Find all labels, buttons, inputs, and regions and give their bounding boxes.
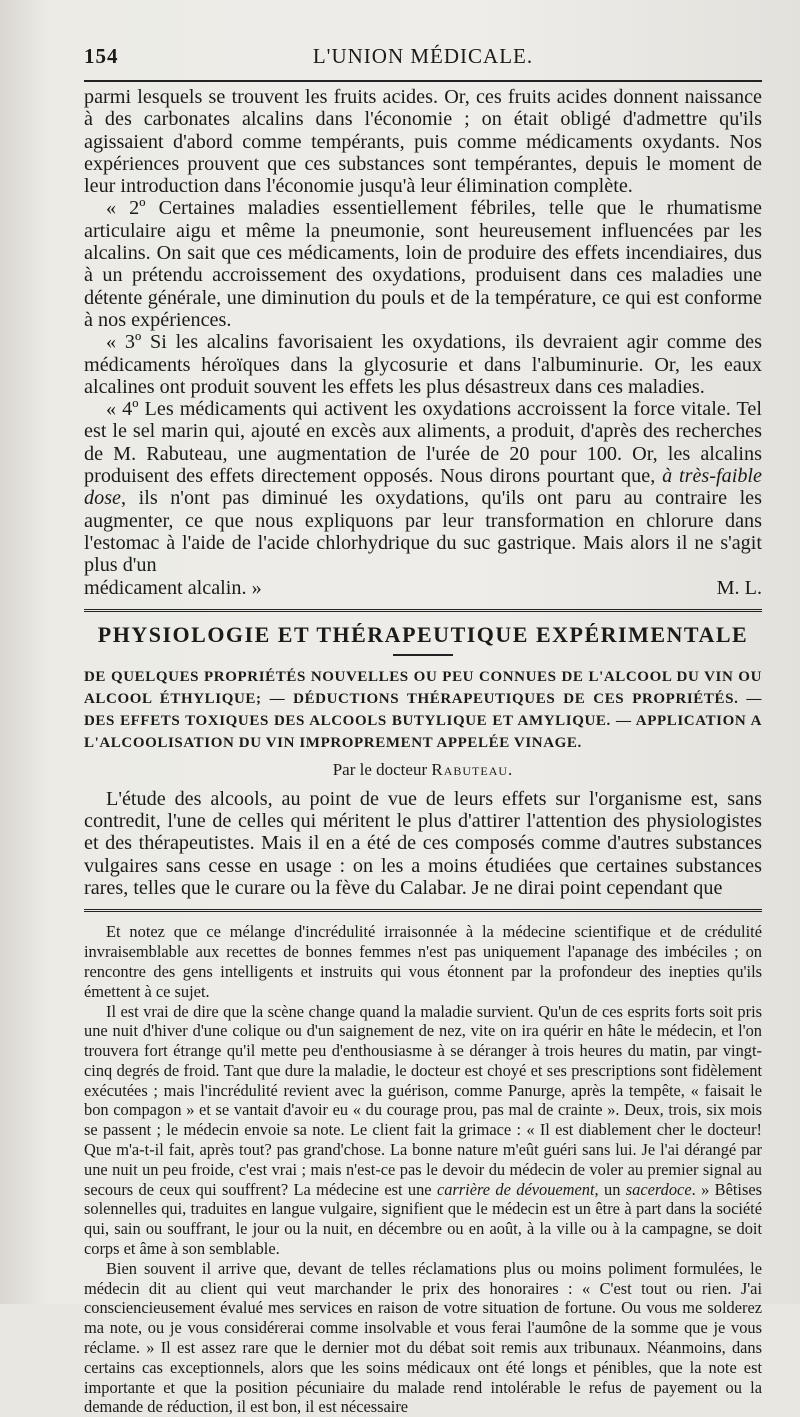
section-divider <box>84 609 762 612</box>
italic-text: à très-faible dose <box>84 465 762 510</box>
page-number: 154 <box>84 44 119 68</box>
text-run: Il est vrai de dire que la scène change quand la maladie survient. Qu'un de ces esprits forts soit pris une nuit d'hiver d'une colique ou d'un saignement de nez, vite on ira quérir en hâte le médecin, et l'on trouvera fort étrange qu'il mette peu d'enthousiasme à se déranger à trois heures du matin, par vingt-cinq degrés de froid. Tant que dure la maladie, le docteur est choyé et ses prescriptions sont fidèlement exécutées ; mais l'incrédulité revient avec la guérison, comme Panurge, après la tempête, « faisait le bon compagon » et se vantait d'avoir eu « du courage prou, pas mal de crainte ». Deux, trois, six mois se passent ; le médecin envoie sa note. Le client fait la grimace : « Il est diablement cher le docteur! Que m'a-t-il fait, après tout? pas grand'chose. La bonne nature m'eût guéri sans lui. Je l'ai dérangé par une nuit un peu froide, c'est vrai ; mais n'est-ce pas le devoir du médecin de voler au premier signal au secours de ceux qui souffrent? La médecine est une <box>84 1001 762 1199</box>
text-run: , un <box>594 1179 626 1199</box>
byline-prefix: Par le docteur <box>332 759 432 779</box>
top-article <box>84 86 762 599</box>
footnote-paragraph: Et notez que ce mélange d'incrédulité irraisonnée à la médecine scientifique et de crédulité invraisemblable aux recettes de bonnes femmes n'est pas uniquement l'apanage des imbéciles ; on rencontre des gens intelligents et instruits qui vous étonnent par la profondeur des inepties qu'ils émettent à ce sujet. <box>84 922 762 1001</box>
paragraph <box>84 398 762 576</box>
italic-text: sacerdoce <box>625 1179 692 1199</box>
paragraph: « 2º Certaines maladies essentiellement fébriles, telle que le rhumatisme articulaire aigu et même la pneumonie, sont heureusement influencées par les alcalins. On sait que ces médicaments, loin de produire des effets incendiaires, dus à un prétendu accroissement des oxydations, produisent dans ces maladies une détente générale, une diminution du pouls et de la température, ce qui est conforme à nos expériences. <box>84 197 762 331</box>
byline <box>84 760 762 780</box>
author-name: Rabuteau. <box>431 759 514 779</box>
signature: M. L. <box>716 576 762 599</box>
footnote <box>84 922 762 1417</box>
footnote-divider <box>84 909 762 912</box>
short-rule <box>393 654 453 656</box>
running-title: L'UNION MÉDICALE. <box>312 44 534 68</box>
footnote-paragraph <box>84 1002 762 1259</box>
text-run: , ils n'ont pas diminué les oxydations, qu'ils ont paru au contraire les augmenter, ce que nous expliquons par leur transformation en chlorure dans l'estomac à l'aide de l'acide chlorhydrique du suc gastrique. Mais alors il ne s'agit plus d'un <box>84 487 762 577</box>
footnote-paragraph: Bien souvent il arrive que, devant de telles réclamations plus ou moins poliment formulées, le médecin dit au client qui veut marchander le prix des honoraires : « C'est tout ou rien. J'ai consciencieusement évalué mes services en raison de votre situation de fortune. Ou vous me solderez ma note, ou je vous considérerai comme insolvable et vous ferai l'aumône de la somme que je vous réclame. » Il est assez rare que le dernier mot du débat soit remis aux tribunaux. Néanmoins, dans certains cas exceptionnels, alors que les soins médicaux ont été longs et pénibles, que la note est importante et que la position pécuniaire du malade rend intolérable le refus de payement ou la demande de réduction, il est bon, il est nécessaire <box>84 1258 762 1417</box>
article-title: DE QUELQUES PROPRIÉTÉS NOUVELLES OU PEU CONNUES DE L'ALCOOL DU VIN OU ALCOOL ÉTHYLIQUE; — DÉDUCTIONS THÉRAPEUTIQUES DE CES PROPRIÉTÉS. — DES EFFETS TOXIQUES DES ALCOOLS BUTYLIQUE ET AMYLIQUE. — APPLICATION A L'ALCOOLISATION DU VIN IMPROPREMENT APPELÉE VINAGE. <box>84 668 762 751</box>
italic-text: carrière de dévouement <box>436 1179 595 1199</box>
page-header <box>84 44 762 74</box>
paragraph: L'étude des alcools, au point de vue de leurs effets sur l'organisme est, sans contredit, l'une de celles qui méritent le plus d'attirer l'attention des physiologistes et des thérapeutistes. Mais il en a été de ces composés comme d'autres substances vulgaires sans cesse en usage : on les a moins étudiées que certaines substances rares, telles que le curare ou la fève du Calabar. Je ne dirai point cependant que <box>84 787 762 900</box>
article-body <box>84 788 762 899</box>
section-title: PHYSIOLOGIE ET THÉRAPEUTIQUE EXPÉRIMENTALE <box>97 621 749 647</box>
closing-line <box>84 577 762 599</box>
closing-text: médicament alcalin. » <box>84 576 262 599</box>
text-run: . » Bêtises solennelles qui, traduites en langue vulgaire, signifient que le médecin est un être à part dans la société qui, sain ou souffrant, le jour ou la nuit, en décembre ou en août, à la ville ou à la campagne, se doit corps et âme à son semblable. <box>84 1179 762 1259</box>
paragraph: parmi lesquels se trouvent les fruits acides. Or, ces fruits acides donnent naissance à des carbonates alcalins dans l'économie ; on était obligé d'admettre qu'ils agissaient d'abord comme tempérants, puis comme médicaments oxydants. Nos expériences prouvent que ces substances sont tempérantes, depuis le moment de leur introduction dans l'économie jusqu'à leur élimination complète. <box>84 86 762 198</box>
text-run: « 4º Les médicaments qui activent les oxydations accroissent la force vitale. Tel est le sel marin qui, ajouté en excès aux aliments, a produit, d'après des recherches de M. Rabuteau, une augmentation de l'urée de 20 pour 100. Or, les alcalins produisent des effets directement opposés. Nous dirons pourtant que, <box>84 398 762 488</box>
paragraph: « 3º Si les alcalins favorisaient les oxydations, ils devraient agir comme des médicaments héroïques dans la glycosurie et dans l'albuminurie. Or, les eaux alcalines ont produit souvent les effets les plus désastreux dans ces maladies. <box>84 331 762 398</box>
header-rule <box>84 80 762 82</box>
